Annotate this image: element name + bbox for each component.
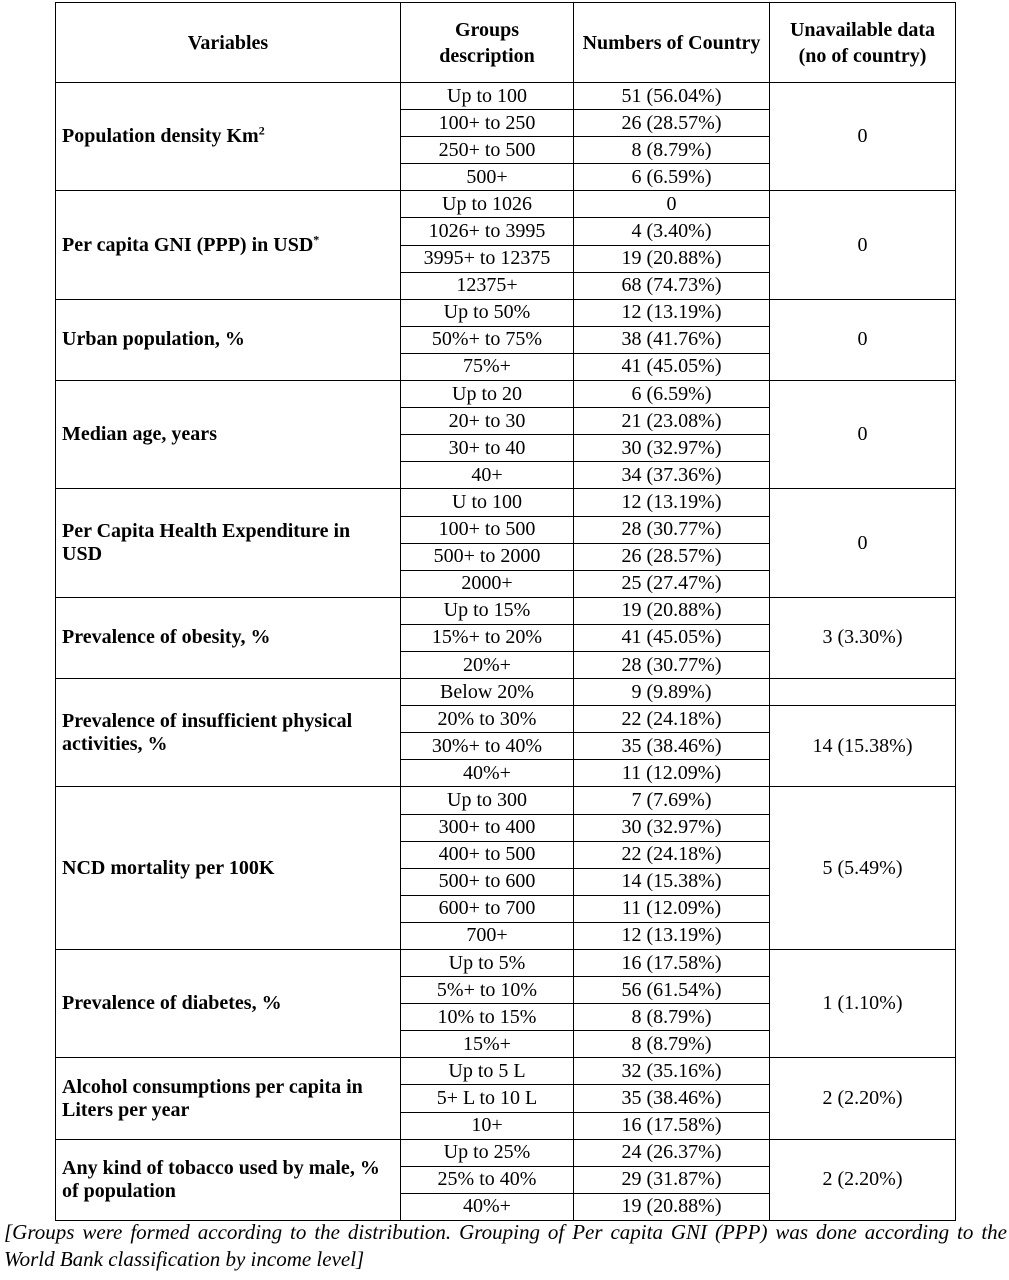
header-unavailable-data: Unavailable data (no of country) — [770, 3, 956, 83]
table-row — [56, 1139, 956, 1166]
group-description-cell: 75%+ — [401, 353, 574, 380]
unavailable-data-cell: 5 (5.49%) — [770, 787, 956, 950]
variable-cell — [56, 489, 401, 597]
group-description-cell: Up to 5% — [401, 950, 574, 977]
variable-label: Prevalence of diabetes, % — [62, 992, 282, 1015]
unavailable-data-cell: 0 — [770, 299, 956, 380]
number-of-country-cell: 8 (8.79%) — [574, 1004, 770, 1031]
number-of-country-cell: 34 (37.36%) — [574, 462, 770, 489]
number-of-country-cell: 68 (74.73%) — [574, 272, 770, 299]
table-row — [56, 299, 956, 326]
group-description-cell: 12375+ — [401, 272, 574, 299]
variable-superscript: 2 — [258, 123, 265, 138]
number-of-country-cell: 9 (9.89%) — [574, 679, 770, 706]
number-of-country-cell: 14 (15.38%) — [574, 868, 770, 895]
group-description-cell: 20% to 30% — [401, 706, 574, 733]
group-description-cell: 3995+ to 12375 — [401, 245, 574, 272]
variable-label: Urban population, % — [62, 328, 245, 351]
number-of-country-cell: 32 (35.16%) — [574, 1058, 770, 1085]
variable-cell — [56, 191, 401, 299]
number-of-country-cell: 19 (20.88%) — [574, 245, 770, 272]
number-of-country-cell: 8 (8.79%) — [574, 137, 770, 164]
variable-superscript: * — [313, 231, 320, 246]
variable-label: Prevalence of insufficient physical activities, % — [62, 709, 353, 755]
number-of-country-cell: 8 (8.79%) — [574, 1031, 770, 1058]
number-of-country-cell: 12 (13.19%) — [574, 299, 770, 326]
group-description-cell: Up to 5 L — [401, 1058, 574, 1085]
table-footnote: [Groups were formed according to the distribution. Grouping of Per capita GNI (PPP) was done according to the World Bank classification by income level] — [4, 1220, 1007, 1271]
number-of-country-cell: 30 (32.97%) — [574, 814, 770, 841]
unavailable-data-cell: 0 — [770, 381, 956, 489]
number-of-country-cell: 7 (7.69%) — [574, 787, 770, 814]
group-description-cell: 5+ L to 10 L — [401, 1085, 574, 1112]
group-description-cell: Below 20% — [401, 679, 574, 706]
table-row — [56, 83, 956, 110]
number-of-country-cell: 41 (45.05%) — [574, 353, 770, 380]
unavailable-data-cell: 2 (2.20%) — [770, 1058, 956, 1139]
variable-label: Median age, years — [62, 423, 217, 446]
group-description-cell: 100+ to 500 — [401, 516, 574, 543]
variable-cell — [56, 381, 401, 489]
group-description-cell: 600+ to 700 — [401, 895, 574, 922]
group-description-cell: Up to 25% — [401, 1139, 574, 1166]
group-description-cell: 30+ to 40 — [401, 435, 574, 462]
number-of-country-cell: 30 (32.97%) — [574, 435, 770, 462]
group-description-cell: 20+ to 30 — [401, 408, 574, 435]
variable-cell — [56, 1139, 401, 1220]
unavailable-data-cell: 2 (2.20%) — [770, 1139, 956, 1220]
variable-cell — [56, 299, 401, 380]
table-row — [56, 679, 956, 706]
number-of-country-cell: 25 (27.47%) — [574, 570, 770, 597]
group-description-cell: 100+ to 250 — [401, 110, 574, 137]
unavailable-data-cell: 0 — [770, 191, 956, 299]
group-description-cell: Up to 1026 — [401, 191, 574, 218]
header-groups-description: Groups description — [401, 3, 574, 83]
unavailable-data-cell: 0 — [770, 489, 956, 597]
variable-cell — [56, 679, 401, 787]
unavailable-data-cell-empty — [770, 679, 956, 706]
table-row — [56, 597, 956, 624]
variable-cell — [56, 597, 401, 678]
table-header-row — [56, 3, 956, 83]
group-description-cell: 10% to 15% — [401, 1004, 574, 1031]
variable-label: Prevalence of obesity, % — [62, 626, 271, 649]
country-variables-table — [55, 2, 956, 1221]
group-description-cell: 50%+ to 75% — [401, 326, 574, 353]
group-description-cell: 25% to 40% — [401, 1166, 574, 1193]
header-numbers-of-country: Numbers of Country — [574, 3, 770, 83]
table-body — [56, 83, 956, 1221]
group-description-cell: Up to 50% — [401, 299, 574, 326]
group-description-cell: 250+ to 500 — [401, 137, 574, 164]
number-of-country-cell: 4 (3.40%) — [574, 218, 770, 245]
group-description-cell: 10+ — [401, 1112, 574, 1139]
number-of-country-cell: 24 (26.37%) — [574, 1139, 770, 1166]
group-description-cell: 40+ — [401, 462, 574, 489]
group-description-cell: 15%+ to 20% — [401, 624, 574, 651]
number-of-country-cell: 41 (45.05%) — [574, 624, 770, 651]
number-of-country-cell: 16 (17.58%) — [574, 950, 770, 977]
group-description-cell: 500+ to 600 — [401, 868, 574, 895]
group-description-cell: 40%+ — [401, 760, 574, 787]
number-of-country-cell: 38 (41.76%) — [574, 326, 770, 353]
unavailable-data-cell: 3 (3.30%) — [770, 597, 956, 678]
variable-label: Per Capita Health Expenditure in USD — [62, 520, 351, 566]
group-description-cell: Up to 20 — [401, 381, 574, 408]
group-description-cell: 700+ — [401, 922, 574, 949]
number-of-country-cell: 35 (38.46%) — [574, 733, 770, 760]
unavailable-data-cell: 14 (15.38%) — [770, 706, 956, 787]
table-row — [56, 787, 956, 814]
group-description-cell: 300+ to 400 — [401, 814, 574, 841]
group-description-cell: 2000+ — [401, 570, 574, 597]
variable-label: Alcohol consumptions per capita in Liters per year — [62, 1075, 363, 1121]
number-of-country-cell: 12 (13.19%) — [574, 489, 770, 516]
number-of-country-cell: 11 (12.09%) — [574, 895, 770, 922]
group-description-cell: 20%+ — [401, 651, 574, 678]
group-description-cell: 15%+ — [401, 1031, 574, 1058]
group-description-cell: 1026+ to 3995 — [401, 218, 574, 245]
number-of-country-cell: 21 (23.08%) — [574, 408, 770, 435]
group-description-cell: 40%+ — [401, 1193, 574, 1220]
number-of-country-cell: 6 (6.59%) — [574, 381, 770, 408]
table-row — [56, 191, 956, 218]
number-of-country-cell: 16 (17.58%) — [574, 1112, 770, 1139]
number-of-country-cell: 26 (28.57%) — [574, 110, 770, 137]
unavailable-data-cell: 1 (1.10%) — [770, 950, 956, 1058]
table-row — [56, 950, 956, 977]
number-of-country-cell: 26 (28.57%) — [574, 543, 770, 570]
number-of-country-cell: 0 — [574, 191, 770, 218]
number-of-country-cell: 11 (12.09%) — [574, 760, 770, 787]
variable-cell — [56, 787, 401, 950]
unavailable-data-cell: 0 — [770, 83, 956, 191]
number-of-country-cell: 35 (38.46%) — [574, 1085, 770, 1112]
number-of-country-cell: 28 (30.77%) — [574, 651, 770, 678]
group-description-cell: Up to 15% — [401, 597, 574, 624]
group-description-cell: Up to 100 — [401, 83, 574, 110]
group-description-cell: 5%+ to 10% — [401, 977, 574, 1004]
group-description-cell: 30%+ to 40% — [401, 733, 574, 760]
number-of-country-cell: 19 (20.88%) — [574, 1193, 770, 1220]
number-of-country-cell: 19 (20.88%) — [574, 597, 770, 624]
variable-cell — [56, 1058, 401, 1139]
header-variables: Variables — [56, 3, 401, 83]
variable-label: Any kind of tobacco used by male, % of population — [62, 1156, 380, 1202]
number-of-country-cell: 29 (31.87%) — [574, 1166, 770, 1193]
group-description-cell: Up to 300 — [401, 787, 574, 814]
group-description-cell: U to 100 — [401, 489, 574, 516]
group-description-cell: 500+ to 2000 — [401, 543, 574, 570]
variable-cell — [56, 83, 401, 191]
table-row — [56, 381, 956, 408]
variable-label: NCD mortality per 100K — [62, 856, 275, 879]
variable-cell — [56, 950, 401, 1058]
number-of-country-cell: 6 (6.59%) — [574, 164, 770, 191]
group-description-cell: 500+ — [401, 164, 574, 191]
number-of-country-cell: 51 (56.04%) — [574, 83, 770, 110]
number-of-country-cell: 12 (13.19%) — [574, 922, 770, 949]
variable-label: Per capita GNI (PPP) in USD — [62, 233, 314, 256]
table-row — [56, 489, 956, 516]
variable-label: Population density Km — [62, 125, 259, 148]
table-row — [56, 1058, 956, 1085]
group-description-cell: 400+ to 500 — [401, 841, 574, 868]
number-of-country-cell: 22 (24.18%) — [574, 841, 770, 868]
number-of-country-cell: 56 (61.54%) — [574, 977, 770, 1004]
number-of-country-cell: 22 (24.18%) — [574, 706, 770, 733]
number-of-country-cell: 28 (30.77%) — [574, 516, 770, 543]
